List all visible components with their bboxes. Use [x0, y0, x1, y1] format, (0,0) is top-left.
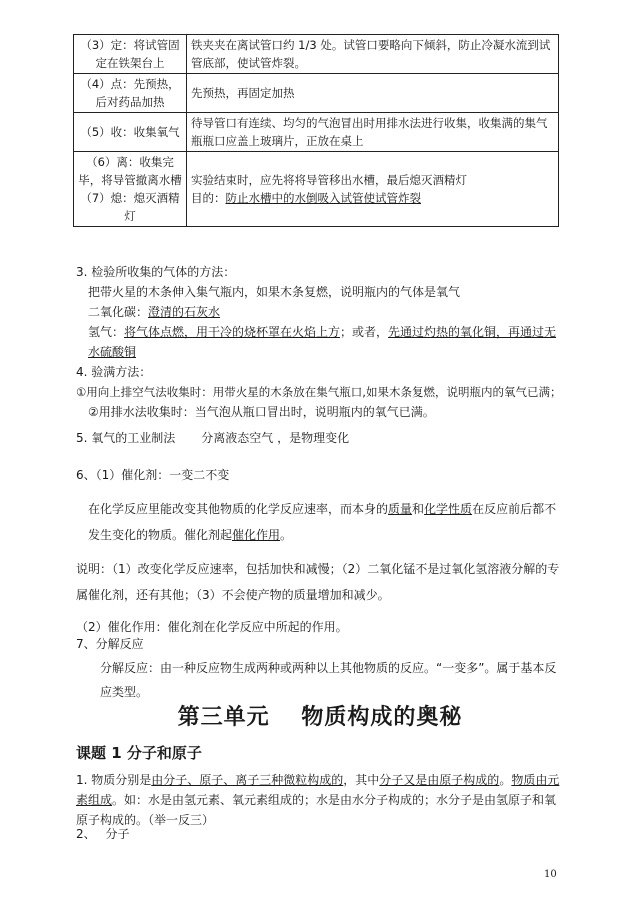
step-cell: （3）定：将试管固定在铁架台上 — [74, 35, 187, 74]
paragraph: （2）催化作用：催化剂在化学反应中所起的作用。 — [76, 620, 348, 634]
desc-cell: 铁夹夹在离试管口约 1/3 处。试管口要略向下倾斜，防止冷凝水流到试管底部，使试管炸裂。 — [187, 35, 559, 74]
table-row — [74, 74, 559, 113]
step-label: （6）离：收集完毕，将导管撤离水槽 — [78, 155, 182, 187]
section-5 — [76, 428, 566, 448]
section-4 — [76, 362, 566, 422]
underlined-text: 澄清的石灰水 — [148, 305, 221, 319]
paragraph: ①用向上排空气法收集时：用带火星的木条放在集气瓶口,如果木条复燃，说明瓶内的氧气已满； — [76, 385, 562, 399]
experiment-steps-table — [73, 34, 559, 227]
label: 二氧化碳： — [88, 305, 149, 319]
molecule-paragraph — [76, 770, 566, 830]
underlined-text: 质量 — [388, 502, 413, 516]
desc-line: 实验结束时，应先将将导管移出水槽，最后熄灭酒精灯 — [191, 173, 467, 187]
table-row — [74, 35, 559, 74]
text: 和 — [412, 502, 425, 516]
underlined-text: 分子又是由原子构成的 — [379, 773, 500, 787]
section-6 — [76, 462, 566, 640]
label: 氢气： — [88, 325, 125, 339]
text: 1. 物质分别是 — [76, 773, 152, 787]
item-2: 2、 分子 — [76, 827, 130, 841]
desc-line — [191, 189, 554, 207]
text: 在化学反应里能改变其他物质的化学反应速率，而本身的 — [88, 502, 389, 516]
page-number: 10 — [544, 869, 557, 880]
note-paragraph: 说明：（1）改变化学反应速率，包括加快和减慢；（2）二氧化锰不是过氧化氢溶液分解的专属催化剂，还有其他；（3）不会使产物的质量增加和减少。 — [76, 562, 560, 602]
text: 在反应前后都不发生变化的物质。催化剂起 — [88, 502, 557, 542]
underlined-text: 将气体点燃，用干冷的烧杯罩在火焰上方 — [124, 325, 341, 339]
underlined-text: 先通过灼热的氧化铜，再通过无水硫酸铜 — [88, 325, 557, 359]
purpose-prefix: 目的： — [191, 191, 226, 205]
section-heading: 4. 验满方法： — [76, 365, 152, 379]
paragraph: 分解反应：由一种反应物生成两种或两种以上其他物质的反应。“一变多”。属于基本反应类型。 — [100, 661, 557, 699]
desc-cell: 待导管口有连续、均匀的气泡冒出时用排水法进行收集，收集满的集气瓶瓶口应盖上玻璃片，正放在桌上 — [187, 113, 559, 152]
section-heading: 6、（1）催化剂：一变二不变 — [76, 468, 230, 482]
section-7 — [76, 632, 566, 704]
paragraph: 分离液态空气 ，是物理变化 — [201, 431, 350, 445]
paragraph — [76, 496, 566, 548]
section-3 — [76, 262, 566, 362]
underlined-text: 催化作用 — [232, 528, 281, 542]
paragraph — [76, 322, 566, 362]
underlined-text: 由分子、原子、离子三种微粒构成的 — [151, 773, 344, 787]
underlined-text: 物质由元素组成 — [76, 773, 560, 807]
table-row — [74, 113, 559, 152]
step-cell: （5）收：收集氧气 — [74, 113, 187, 152]
section-heading: 5. 氧气的工业制法 — [76, 431, 176, 445]
lesson-title: 课题 1 分子和原子 — [76, 744, 202, 762]
table-row — [74, 152, 559, 227]
text: ；或者， — [340, 325, 389, 339]
text: 。如：水是由氢元素、氧元素组成的；水是由水分子构成的；水分子是由氢原子和氧原子构成的。（举一反三） — [76, 793, 557, 827]
paragraph — [76, 302, 566, 322]
desc-cell: 先预热，再固定加热 — [187, 74, 559, 113]
text: ，其中 — [343, 773, 380, 787]
step-cell: （4）点：先预热，后对药品加热 — [74, 74, 187, 113]
text: 。 — [280, 528, 293, 542]
section-heading: 3. 检验所收集的气体的方法： — [76, 265, 236, 279]
paragraph: 把带火星的木条伸入集气瓶内，如果木条复燃，说明瓶内的气体是氧气 — [88, 285, 461, 299]
text: 。 — [499, 773, 512, 787]
unit-title: 第三单元 物质构成的奥秘 — [177, 704, 463, 730]
section-heading: 7、分解反应 — [76, 637, 144, 651]
desc-cell — [187, 152, 559, 227]
underlined-text: 化学性质 — [424, 502, 473, 516]
step-label: （7）熄：熄灭酒精灯 — [80, 191, 180, 223]
purpose-text: 防止水槽中的水倒吸入试管使试管炸裂 — [225, 191, 421, 205]
paragraph: ②用排水法收集时：当气泡从瓶口冒出时，说明瓶内的氧气已满。 — [88, 405, 435, 419]
step-cell — [74, 152, 187, 227]
